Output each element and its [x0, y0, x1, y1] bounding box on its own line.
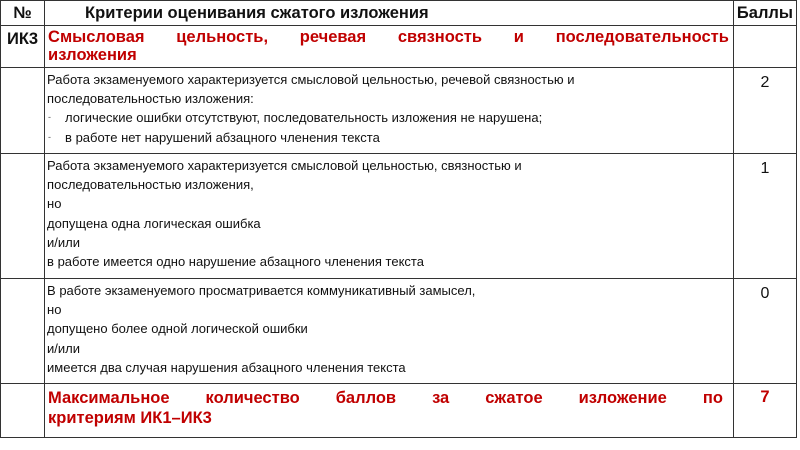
level-row — [1, 154, 797, 279]
level-description — [45, 279, 734, 384]
level-score: 2 — [733, 68, 796, 154]
level-line: и/или — [47, 234, 81, 250]
level-line: но — [47, 302, 62, 318]
total-label-line2: критериям ИК1–ИК3 — [48, 409, 212, 427]
empty-cell — [1, 68, 45, 154]
total-score: 7 — [733, 384, 796, 438]
header-number: № — [1, 1, 45, 26]
level-line: имеется два случая нарушения абзацного членения текста — [47, 359, 406, 375]
header-points: Баллы — [733, 1, 796, 26]
level-row — [1, 279, 797, 384]
level-description — [45, 154, 734, 279]
level-bullet: - логические ошибки отсутствуют, последовательность изложения не нарушена; — [47, 108, 733, 127]
level-score: 0 — [733, 279, 796, 384]
level-line: но — [47, 196, 62, 212]
level-line: и/или — [47, 340, 81, 356]
total-label-line1: Максимальное количество баллов за сжатое изложение по — [48, 389, 723, 407]
level-line: Работа экзаменуемого характеризуется смысловой цельностью, речевой связностью и — [47, 72, 575, 87]
level-line: допущена одна логическая ошибка — [47, 215, 261, 231]
total-label — [45, 384, 734, 438]
level-bullet: - в работе нет нарушений абзацного членения текста — [47, 128, 733, 147]
criterion-row — [1, 26, 797, 68]
criterion-points-cell — [733, 26, 796, 68]
level-line: в работе имеется одно нарушение абзацного членения текста — [47, 254, 424, 270]
total-row — [1, 384, 797, 438]
level-line: В работе экзаменуемого просматривается коммуникативный замысел, — [47, 283, 476, 298]
criterion-name-line1: Смысловая цельность, речевая связность и последовательность — [48, 28, 729, 46]
empty-cell — [1, 154, 45, 279]
criterion-name-line2: изложения — [48, 46, 137, 64]
level-line: последовательностью изложения: — [47, 91, 254, 107]
level-row — [1, 68, 797, 154]
level-line: Работа экзаменуемого характеризуется смысловой цельностью, связностью и — [47, 158, 522, 173]
empty-cell — [1, 279, 45, 384]
header-row — [1, 1, 797, 26]
header-title: Критерии оценивания сжатого изложения — [45, 1, 734, 26]
level-score: 1 — [733, 154, 796, 279]
level-line: допущено более одной логической ошибки — [47, 321, 308, 337]
criterion-name — [45, 26, 734, 68]
level-line: последовательностью изложения, — [47, 177, 254, 193]
level-description — [45, 68, 734, 154]
empty-cell — [1, 384, 45, 438]
criterion-code: ИК3 — [1, 26, 45, 68]
